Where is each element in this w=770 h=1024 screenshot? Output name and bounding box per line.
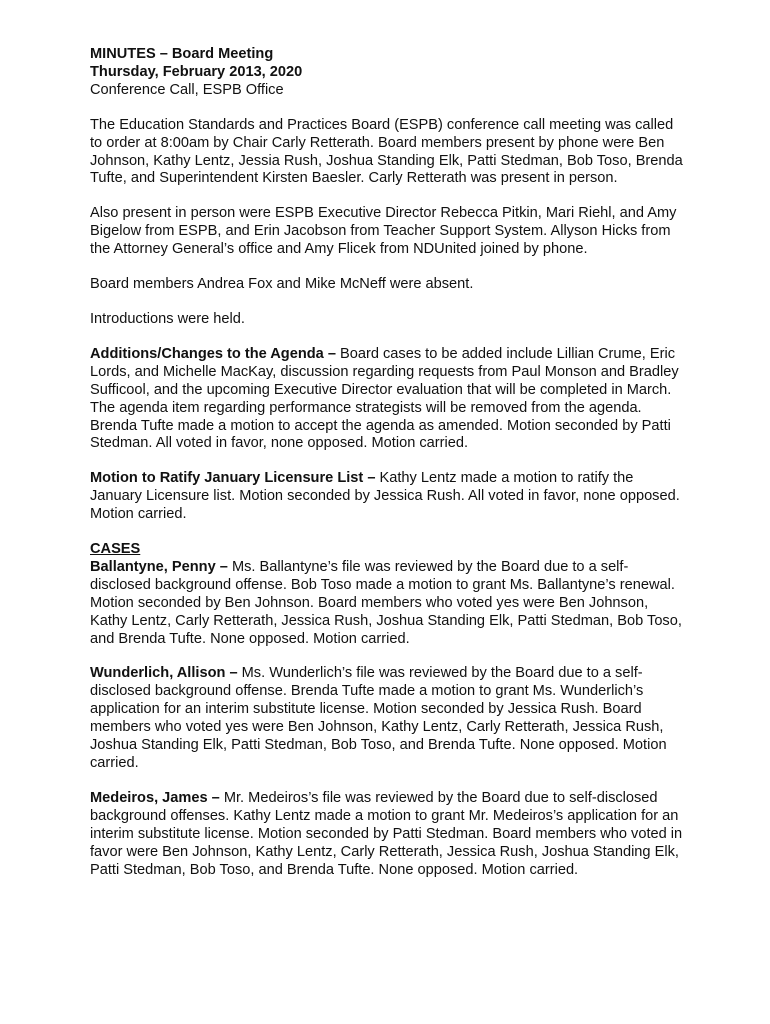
case-text: Mr. Medeiros’s file was reviewed by the Board due to self-disclosed background offenses. Kathy Lentz made a motion to grant Mr. Medeiros’s application for an interim substitute license. Motion seconded by Patti Stedman. Board members who voted in favor were Ben Johnson, Kathy Lentz, Carly Retterath, Jessica Rush, Joshua Standing Elk, Patti Stedman, Bob Toso, and Brenda Tufte. None opposed. Motion carried. [90,789,683,878]
also-present-paragraph: Also present in person were ESPB Executive Director Rebecca Pitkin, Mari Riehl, and Amy Bigelow from ESPB, and Erin Jacobson from Teacher Support System. Allyson Hicks from the Attorney General’s office and Amy Flicek from NDUnited joined by phone. [90,205,677,258]
call-to-order-paragraph: The Education Standards and Practices Board (ESPB) conference call meeting was called to order at 8:00am by Chair Carly Retterath. Board members present by phone were Ben Johnson, Kathy Lentz, Jessia Rush, Joshua Standing Elk, Patti Stedman, Bob Toso, Brenda Tufte, and Superintendent Kirsten Baesler. Carly Retterath was present in person. [90,116,683,187]
ratify-paragraph [90,470,686,524]
absent-paragraph: Board members Andrea Fox and Mike McNeff were absent. [90,276,474,293]
agenda-heading: Additions/Changes to the Agenda – [90,345,336,362]
agenda-paragraph [90,346,686,453]
meeting-location: Conference Call, ESPB Office [90,81,284,98]
case-text: Ms. Wunderlich’s file was reviewed by the Board due to a self-disclosed background offense. Brenda Tufte made a motion to grant Ms. Wunderlich’s application for an interim substitute license. Motion seconded by Jessica Rush. Board members who voted yes were Ben Johnson, Kathy Lentz, Carly Retterath, Jessica Rush, Joshua Standing Elk, Patti Stedman, Bob Toso, and Brenda Tufte. None opposed. Motion carried. [90,665,667,771]
document-title: MINUTES – Board Meeting [90,46,274,62]
case-entry [90,665,686,772]
minutes-header [90,46,686,100]
case-text: Ms. Ballantyne’s file was reviewed by the Board due to a self-disclosed background offense. Bob Toso made a motion to grant Ms. Ballantyne’s renewal. Motion seconded by Ben Johnson. Board members who voted yes were Ben Johnson, Kathy Lentz, Carly Retterath, Jessica Rush, Joshua Standing Elk, Patti Stedman, Bob Toso, and Brenda Tufte. None opposed. Motion carried. [90,558,682,647]
cases-heading: CASES [90,541,141,558]
case-name: Medeiros, James – [90,789,220,806]
ratify-heading: Motion to Ratify January Licensure List – [90,470,376,487]
meeting-date: Thursday, February 2013, 2020 [90,63,303,80]
introductions-paragraph: Introductions were held. [90,310,245,327]
case-name: Ballantyne, Penny – [90,558,228,575]
agenda-text: Board cases to be added include Lillian Crume, Eric Lords, and Michelle MacKay, discussion regarding requests from Paul Monson and Bradley Sufficool, and the upcoming Executive Director evaluation that will be completed in March. The agenda item regarding performance strategists will be removed from the agenda. Brenda Tufte made a motion to accept the agenda as amended. Motion seconded by Patti Stedman. All voted in favor, none opposed. Motion carried. [90,345,679,452]
case-name: Wunderlich, Allison – [90,665,238,682]
cases-section [90,541,686,879]
ratify-text: Kathy Lentz made a motion to ratify the January Licensure list. Motion seconded by Jessica Rush. All voted in favor, none opposed. Motion carried. [90,470,680,523]
case-entry [90,559,686,649]
case-entry [90,790,686,880]
